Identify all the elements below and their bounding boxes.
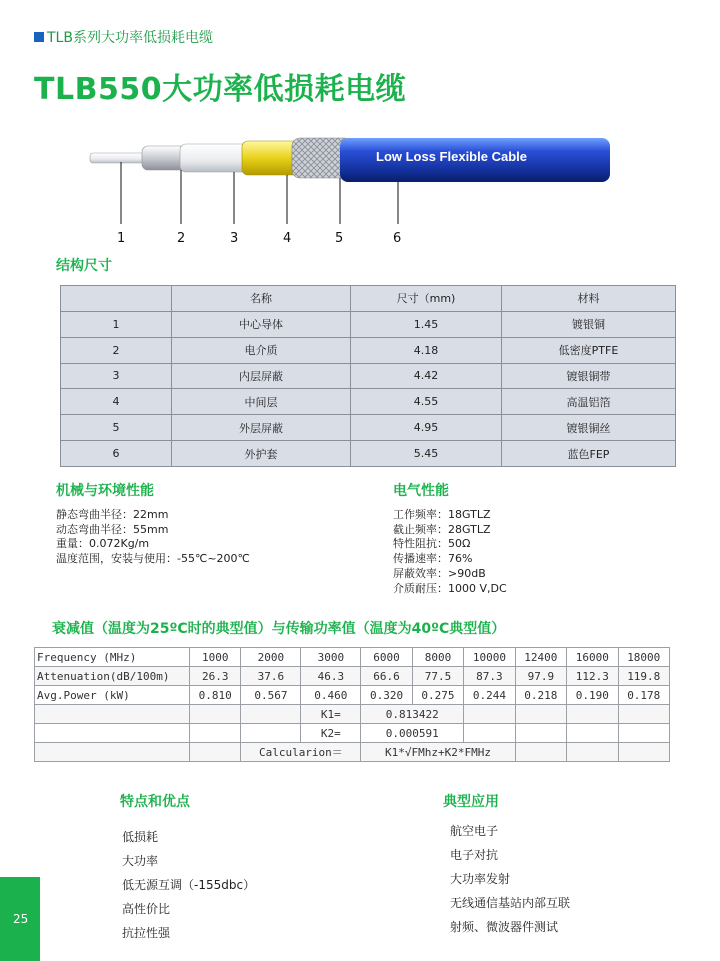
row-label: Frequency (MHz) [35,648,190,667]
list-item: 高性价比 [122,902,171,916]
spec-line: 温度范围，安装与使用：-55℃~200℃ [56,552,250,566]
table-cell: 66.6 [361,667,412,686]
page-number: 25 [13,912,29,926]
list-item: 大功率发射 [450,872,511,886]
frequency-row [35,648,670,667]
calc-label: Calcularion＝ [241,743,361,762]
features-heading: 特点和优点 [120,794,190,810]
list-item: 抗拉性强 [122,926,171,940]
table-cell: 26.3 [190,667,241,686]
table-cell: 蓝色FEP [502,441,676,467]
table-row [61,337,676,363]
table-cell: 12400 [515,648,566,667]
applications-heading: 典型应用 [443,794,499,810]
table-row [61,415,676,441]
table-cell: 0.567 [241,686,301,705]
table-header: 材料 [502,286,676,312]
row-label: Avg.Power (kW) [35,686,190,705]
table-cell: 内层屏蔽 [172,363,351,389]
spec-line: 静态弯曲半径：22mm [56,508,169,521]
list-item: 射频、微波器件测试 [450,920,559,934]
page-title: TLB550大功率低损耗电缆 [34,72,407,107]
table-cell: 10000 [464,648,515,667]
list-item: 航空电子 [450,824,499,838]
table-header: 名称 [172,286,351,312]
k1-row [35,705,670,724]
table-cell: 6 [61,441,172,467]
table-cell: 18000 [618,648,669,667]
attenuation-table [34,647,670,762]
table-cell: 中心导体 [172,311,351,337]
table-cell: 77.5 [412,667,463,686]
table-header [61,286,172,312]
table-cell: 87.3 [464,667,515,686]
table-cell: 0.320 [361,686,412,705]
table-cell: 1000 [190,648,241,667]
calc-formula: K1*√FMhz+K2*FMHz [361,743,515,762]
mechanical-heading: 机械与环境性能 [56,483,154,499]
spec-line: 动态弯曲半径：55mm [56,522,169,536]
structure-table [60,285,676,467]
table-row [61,441,676,467]
table-cell: 高温铝箔 [502,389,676,415]
table-row [61,389,676,415]
spec-line: 介质耐压：1000 V,DC [393,581,507,595]
attenuation-row [35,667,670,686]
features-list [122,828,255,948]
table-cell: 外层屏蔽 [172,415,351,441]
table-cell: 4.55 [351,389,502,415]
table-cell: 46.3 [301,667,361,686]
table-cell: 0.275 [412,686,463,705]
layer-label: 5 [335,231,344,246]
table-cell: 0.178 [618,686,669,705]
inner-shield [180,144,252,172]
electrical-list [393,508,507,596]
power-row [35,686,670,705]
table-cell: 中间层 [172,389,351,415]
table-header-row [61,286,676,312]
table-cell: 37.6 [241,667,301,686]
table-cell: 3000 [301,648,361,667]
spec-line: 特性阻抗：50Ω [393,537,471,551]
square-bullet-icon [34,32,44,42]
cable-diagram [80,132,620,232]
table-header: 尺寸（mm) [351,286,502,312]
table-cell: 0.190 [567,686,618,705]
table-cell: 3 [61,363,172,389]
table-cell: 8000 [412,648,463,667]
table-cell: 4.95 [351,415,502,441]
k1-value: 0.813422 [361,705,464,724]
table-cell: 16000 [567,648,618,667]
series-tag [34,27,213,47]
table-cell: 4.42 [351,363,502,389]
k1-label: K1= [301,705,361,724]
structure-heading: 结构尺寸 [56,258,112,274]
k2-row [35,724,670,743]
k2-label: K2= [301,724,361,743]
table-cell: 镀银铜 [502,311,676,337]
table-cell: 外护套 [172,441,351,467]
spec-line: 传播速率：76% [393,552,473,566]
table-cell: 112.3 [567,667,618,686]
table-cell: 0.810 [190,686,241,705]
table-row [61,311,676,337]
table-cell: 97.9 [515,667,566,686]
layer-label: 4 [283,231,292,246]
table-cell: 4.18 [351,337,502,363]
table-cell: 低密度PTFE [502,337,676,363]
layer-label: 1 [117,231,126,246]
table-row [61,363,676,389]
spec-line: 重量：0.072Kg/m [56,537,150,551]
table-cell: 1.45 [351,311,502,337]
table-cell: 5 [61,415,172,441]
layer-label: 3 [230,231,239,246]
table-cell: 镀银铜丝 [502,415,676,441]
k2-value: 0.000591 [361,724,464,743]
table-cell: 119.8 [618,667,669,686]
table-cell: 0.460 [301,686,361,705]
applications-list [450,822,570,942]
layer-label: 6 [393,231,402,246]
mechanical-list [56,508,250,567]
attenuation-heading: 衰减值（温度为25ºC时的典型值）与传输功率值（温度为40ºC典型值） [52,621,506,637]
list-item: 电子对抗 [450,848,499,862]
table-cell: 6000 [361,648,412,667]
list-item: 低无源互调（-155dbc） [122,878,256,892]
table-cell: 电介质 [172,337,351,363]
row-label: Attenuation(dB/100m) [35,667,190,686]
table-cell: 镀银铜带 [502,363,676,389]
series-tag-text: TLB系列大功率低损耗电缆 [47,30,213,46]
jacket-text: Low Loss Flexible Cable [376,149,527,164]
table-cell: 0.244 [464,686,515,705]
spec-line: 工作频率：18GTLZ [393,508,491,521]
table-cell: 5.45 [351,441,502,467]
table-cell: 0.218 [515,686,566,705]
table-cell: 2 [61,337,172,363]
layer-label: 2 [177,231,186,246]
electrical-heading: 电气性能 [393,483,449,499]
spec-line: 屏蔽效率：>90dB [393,566,486,580]
table-cell: 4 [61,389,172,415]
list-item: 大功率 [122,854,159,868]
table-cell: 2000 [241,648,301,667]
calc-row [35,743,670,762]
table-cell: 1 [61,311,172,337]
list-item: 无线通信基站内部互联 [450,896,571,910]
spec-line: 截止频率：28GTLZ [393,522,491,536]
list-item: 低损耗 [122,830,159,844]
page-number-box [0,877,40,961]
